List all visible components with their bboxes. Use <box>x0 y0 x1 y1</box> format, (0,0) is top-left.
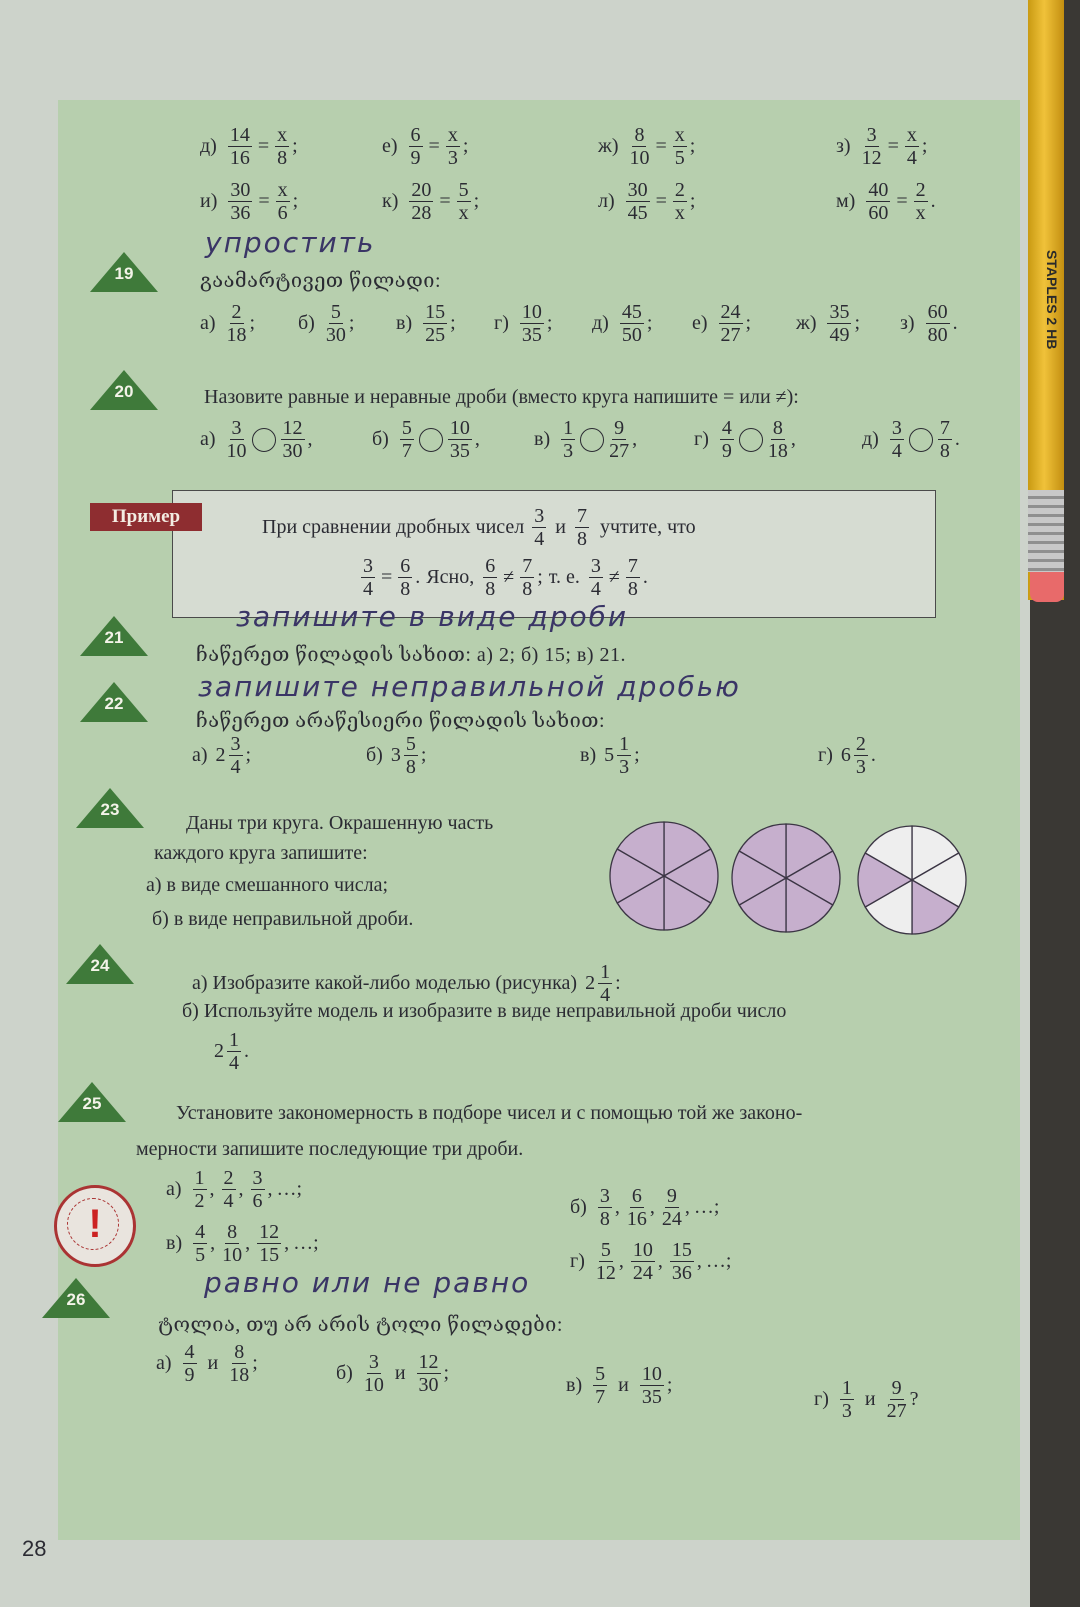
fraction: $\frac{6}{9}$ <box>410 124 421 169</box>
fraction: 5 8 <box>405 733 416 778</box>
fraction: $\frac{30}{36}$ <box>230 179 251 224</box>
task25-item: а) 1 2 , 2 4 , 3 6 , …; <box>166 1167 303 1212</box>
fraction: 10 24 <box>632 1239 653 1284</box>
fraction: 3 4 <box>230 733 241 778</box>
task25-item: б) 3 8 , 6 16 , 9 24 , …; <box>570 1185 720 1230</box>
fraction: $\frac{20}{28}$ <box>411 179 432 224</box>
fraction: 12 15 <box>259 1221 280 1266</box>
task19-item: а) 2 18 ; <box>200 301 256 346</box>
proportion-item: и) $\frac{30}{36}$ = $\frac{x}{6}$ ; <box>200 179 299 224</box>
fraction: $\frac{8}{10}$ <box>629 124 650 169</box>
fraction: 12 30 <box>418 1351 439 1396</box>
task-number-badge: 19 <box>90 252 158 292</box>
task19-item: б) 5 30 ; <box>298 301 355 346</box>
task20-instruction: Назовите равные и неравные дроби (вместо круга напишите = или ≠): <box>204 386 799 408</box>
fraction: 4 5 <box>195 1221 206 1266</box>
task19-item: з) 60 80 . <box>900 301 958 346</box>
fraction: 10 35 <box>449 417 470 462</box>
fraction: 5 30 <box>325 301 346 346</box>
fraction: 5 7 <box>401 417 412 462</box>
comparison-circle <box>419 428 443 452</box>
fraction: 1 2 <box>194 1167 205 1212</box>
fraction: 15 25 <box>425 301 446 346</box>
task21-instruction: ჩაწერეთ წილადის სახით: а) 2; б) 15; в) 21. <box>196 644 626 666</box>
fraction: 3 4 <box>891 417 902 462</box>
proportion-item: з) $\frac{3}{12}$ = $\frac{x}{4}$ ; <box>836 124 928 169</box>
task20-item: б) 5 7 10 35 , <box>372 417 480 462</box>
fraction: 3 8 <box>599 1185 610 1230</box>
task23-line: каждого круга запишите: <box>154 842 368 864</box>
task20-item: г) 4 9 8 18 , <box>694 417 796 462</box>
fraction: 2 4 <box>223 1167 234 1212</box>
fraction: $\frac{5}{x}$ <box>458 179 469 224</box>
task20-item: д) 3 4 7 8 . <box>862 417 960 462</box>
task25-item: г) 5 12 , 10 24 , 15 36 , …; <box>570 1239 732 1284</box>
task25-line: Установите закономерность в подборе чисел и с помощью той же законо- <box>176 1102 803 1124</box>
task19-item: в) 15 25 ; <box>396 301 456 346</box>
task24-part-a: а) Изобразите какой-либо моделью (рисунка) 2 1 4 : <box>192 961 621 1006</box>
task19-item: д) 45 50 ; <box>592 301 653 346</box>
task26-item: в) 5 7 и 10 35 ; <box>566 1363 673 1408</box>
task22-item: в) 5 1 3 ; <box>580 733 640 778</box>
fraction: 4 9 <box>721 417 732 462</box>
pencil-eraser <box>1030 572 1064 602</box>
proportion-item: д) $\frac{14}{16}$ = $\frac{x}{8}$ ; <box>200 124 298 169</box>
fraction: $\frac{x}{8}$ <box>277 124 288 169</box>
comparison-circle <box>909 428 933 452</box>
shaded-circles-figure <box>600 816 980 942</box>
task-number-badge: 20 <box>90 370 158 410</box>
example-label: Пример <box>90 503 202 531</box>
fraction: $\frac{x}{3}$ <box>447 124 458 169</box>
task-number-badge: 22 <box>80 682 148 722</box>
proportion-item: л) $\frac{30}{45}$ = $\frac{2}{x}$ ; <box>598 179 696 224</box>
fraction: 9 24 <box>661 1185 682 1230</box>
task24-part-b: б) Используйте модель и изобразите в виде неправильной дроби число <box>182 1000 787 1022</box>
fraction: $\frac{x}{6}$ <box>277 179 288 224</box>
fraction: 8 10 <box>222 1221 243 1266</box>
task26-item: а) 4 9 и 8 18 ; <box>156 1341 258 1386</box>
attention-stamp-icon: ! <box>54 1185 136 1267</box>
pencil-label: STAPLES 2 HB <box>1044 250 1060 350</box>
task22-item: б) 3 5 8 ; <box>366 733 427 778</box>
fraction: $\frac{30}{45}$ <box>627 179 648 224</box>
fraction: 5 12 <box>595 1239 616 1284</box>
proportion-item: к) $\frac{20}{28}$ = $\frac{5}{x}$ ; <box>382 179 480 224</box>
fraction: $\frac{3}{12}$ <box>861 124 882 169</box>
task-number-badge: 24 <box>66 944 134 984</box>
comparison-circle <box>252 428 276 452</box>
handwritten-note: упростить <box>205 226 376 259</box>
proportion-item: м) $\frac{40}{60}$ = $\frac{2}{x}$ . <box>836 179 936 224</box>
fraction: 8 18 <box>767 417 788 462</box>
task25-item: в) 4 5 , 8 10 , 12 15 , …; <box>166 1221 319 1266</box>
task20-item: в) 1 3 9 27 , <box>534 417 638 462</box>
fraction: 1 3 <box>563 417 574 462</box>
fraction: $\frac{14}{16}$ <box>229 124 250 169</box>
task26-instruction: ტოლია, თუ არ არის ტოლი წილადები: <box>158 1314 563 1336</box>
fraction: $\frac{x}{5}$ <box>674 124 685 169</box>
fraction: 1 3 <box>619 733 630 778</box>
pencil-ferrule <box>1028 490 1064 572</box>
task23-line: Даны три круга. Окрашенную часть <box>186 812 494 834</box>
fraction: 45 50 <box>621 301 642 346</box>
fraction: 3 10 <box>363 1351 384 1396</box>
fraction: 12 30 <box>282 417 303 462</box>
fraction: 5 7 <box>595 1363 606 1408</box>
fraction: 24 27 <box>720 301 741 346</box>
task-number-badge: 21 <box>80 616 148 656</box>
page-number: 28 <box>22 1536 47 1561</box>
fraction: 2 3 <box>855 733 866 778</box>
fraction: $\frac{2}{x}$ <box>915 179 926 224</box>
fraction: $\frac{2}{x}$ <box>674 179 685 224</box>
fraction: 35 49 <box>829 301 850 346</box>
task24-number: 2 1 4 . <box>214 1029 249 1074</box>
task23-line: а) в виде смешанного числа; <box>146 874 389 896</box>
fraction: 2 18 <box>226 301 247 346</box>
fraction: 6 16 <box>626 1185 647 1230</box>
fraction: 10 35 <box>521 301 542 346</box>
fraction: 15 36 <box>671 1239 692 1284</box>
fraction: 3 10 <box>226 417 247 462</box>
proportion-item: ж) $\frac{8}{10}$ = $\frac{x}{5}$ ; <box>598 124 696 169</box>
task25-line: мерности запишите последующие три дроби. <box>136 1138 524 1160</box>
handwritten-note: равно или не равно <box>204 1266 531 1299</box>
task19-item: г) 10 35 ; <box>494 301 553 346</box>
task26-item: б) 3 10 и 12 30 ; <box>336 1351 450 1396</box>
task19-item: ж) 35 49 ; <box>796 301 861 346</box>
task23-line: б) в виде неправильной дроби. <box>152 908 414 930</box>
handwritten-note: запишите неправильной дробью <box>198 670 741 703</box>
task19-item: е) 24 27 ; <box>692 301 752 346</box>
task22-item: а) 2 3 4 ; <box>192 733 252 778</box>
proportion-item: е) $\frac{6}{9}$ = $\frac{x}{3}$ ; <box>382 124 469 169</box>
fraction: 4 9 <box>184 1341 195 1386</box>
task20-item: а) 3 10 12 30 , <box>200 417 313 462</box>
fraction: 7 8 <box>939 417 950 462</box>
fraction: $\frac{40}{60}$ <box>868 179 889 224</box>
fraction: 1 3 <box>841 1377 852 1422</box>
fraction: 9 27 <box>886 1377 907 1422</box>
fraction: 9 27 <box>609 417 630 462</box>
fraction: 10 35 <box>641 1363 662 1408</box>
fraction: 3 6 <box>252 1167 263 1212</box>
handwritten-note: запишите в виде дроби <box>236 600 629 633</box>
fraction: 8 18 <box>229 1341 250 1386</box>
comparison-circle <box>739 428 763 452</box>
task-number-badge: 23 <box>76 788 144 828</box>
example-line-2: $\frac{3}{4}$ = $\frac{6}{8}$ . Ясно, 6 8 ≠ 7 8 ; т. е. 3 4 ≠ 7 8 . <box>363 555 648 600</box>
fraction: 60 80 <box>927 301 948 346</box>
task-number-badge: 25 <box>58 1082 126 1122</box>
comparison-circle <box>580 428 604 452</box>
task22-item: г) 6 2 3 . <box>818 733 876 778</box>
task19-instruction: გაამარტივეთ წილადი: <box>200 270 442 292</box>
task22-instruction: ჩაწერეთ არაწესიერი წილადის სახით: <box>196 710 606 732</box>
task-number-badge: 26 <box>42 1278 110 1318</box>
task26-item: г) 1 3 и 9 27 ? <box>814 1377 919 1422</box>
example-line-1: При сравнении дробных чисел 3 4 и 7 8 учтите, что <box>262 505 696 550</box>
fraction: $\frac{x}{4}$ <box>906 124 917 169</box>
